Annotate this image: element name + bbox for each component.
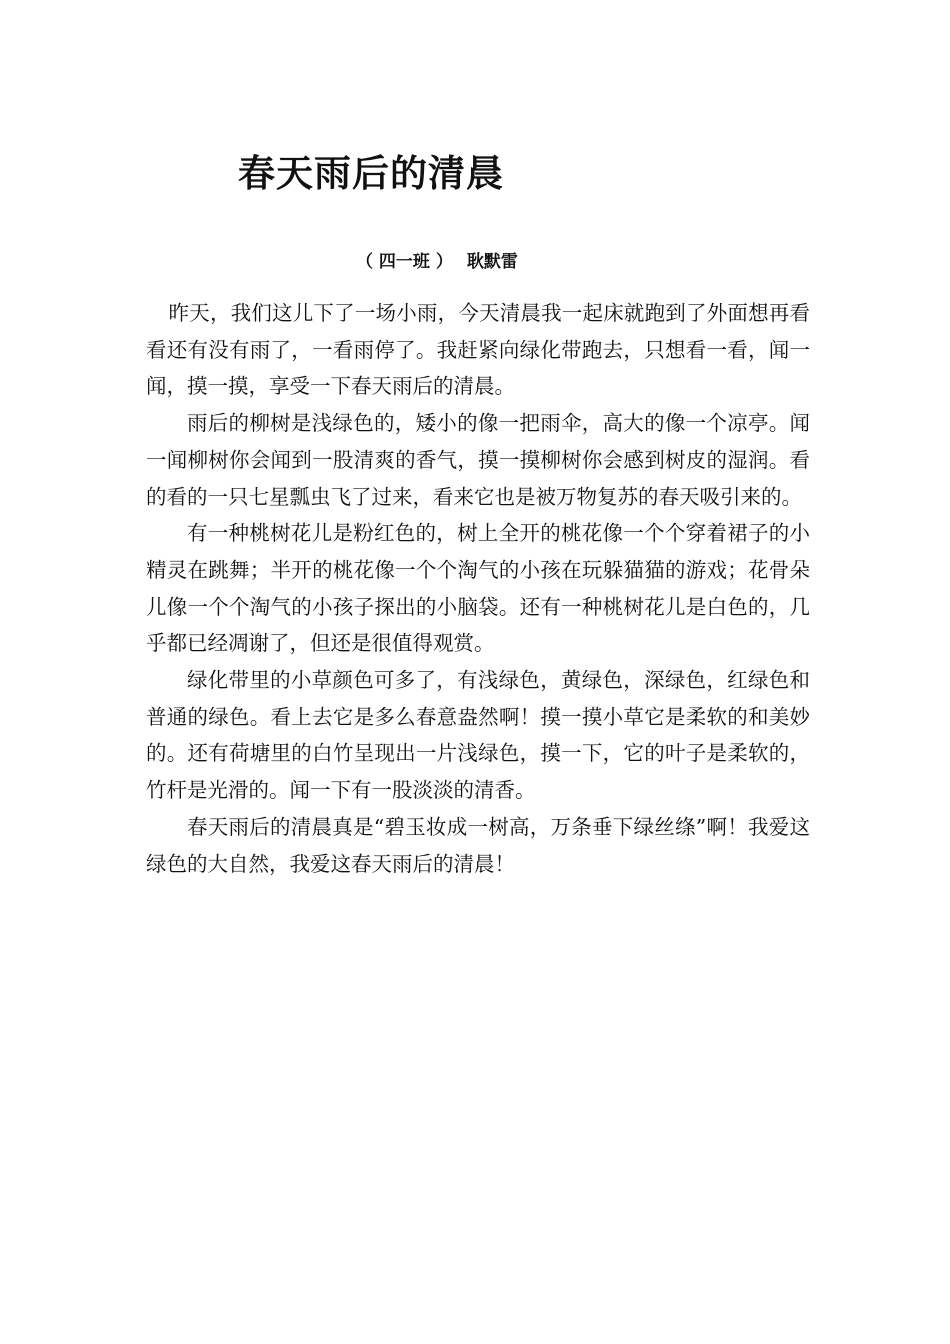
author-name: 耿默雷 [466, 252, 518, 272]
paragraph-2: 雨后的柳树是浅绿色的，矮小的像一把雨伞，高大的像一个凉亭。闻一闻柳树你会闻到一股清爽的香气，摸一摸柳树你会感到树皮的湿润。看的看的一只七星瓢虫飞了过来，看来它也是被万物复苏的春天吸引来的。 [146, 411, 810, 509]
paragraph-5: 春天雨后的清晨真是“碧玉妆成一树高，万条垂下绿丝绦”啊！我爱这绿色的大自然，我爱这春天雨后的清晨！ [146, 814, 810, 876]
essay-title: 春天雨后的清晨 [238, 152, 504, 195]
paragraph-3: 有一种桃树花儿是粉红色的，树上全开的桃花像一个个穿着裙子的小精灵在跳舞；半开的桃花像一个个淘气的小孩在玩躲猫猫的游戏；花骨朵儿像一个个淘气的小孩子探出的小脑袋。还有一种桃树花儿是白色的，几乎都已经凋谢了，但还是很值得观赏。 [146, 521, 810, 656]
byline [356, 250, 518, 274]
essay-body [146, 295, 810, 882]
paragraph-1: 昨天，我们这儿下了一场小雨，今天清晨我一起床就跑到了外面想再看看还有没有雨了，一看雨停了。我赶紧向绿化带跑去，只想看一看，闻一闻，摸一摸，享受一下春天雨后的清晨。 [146, 301, 810, 399]
class-label: （ 四一班 ） [356, 252, 453, 272]
paragraph-4: 绿化带里的小草颜色可多了，有浅绿色，黄绿色，深绿色，红绿色和普通的绿色。看上去它是多么春意盎然啊！摸一摸小草它是柔软的和美妙的。还有荷塘里的白竹呈现出一片浅绿色，摸一下，它的叶子是柔软的，竹杆是光滑的。闻一下有一股淡淡的清香。 [146, 668, 810, 803]
